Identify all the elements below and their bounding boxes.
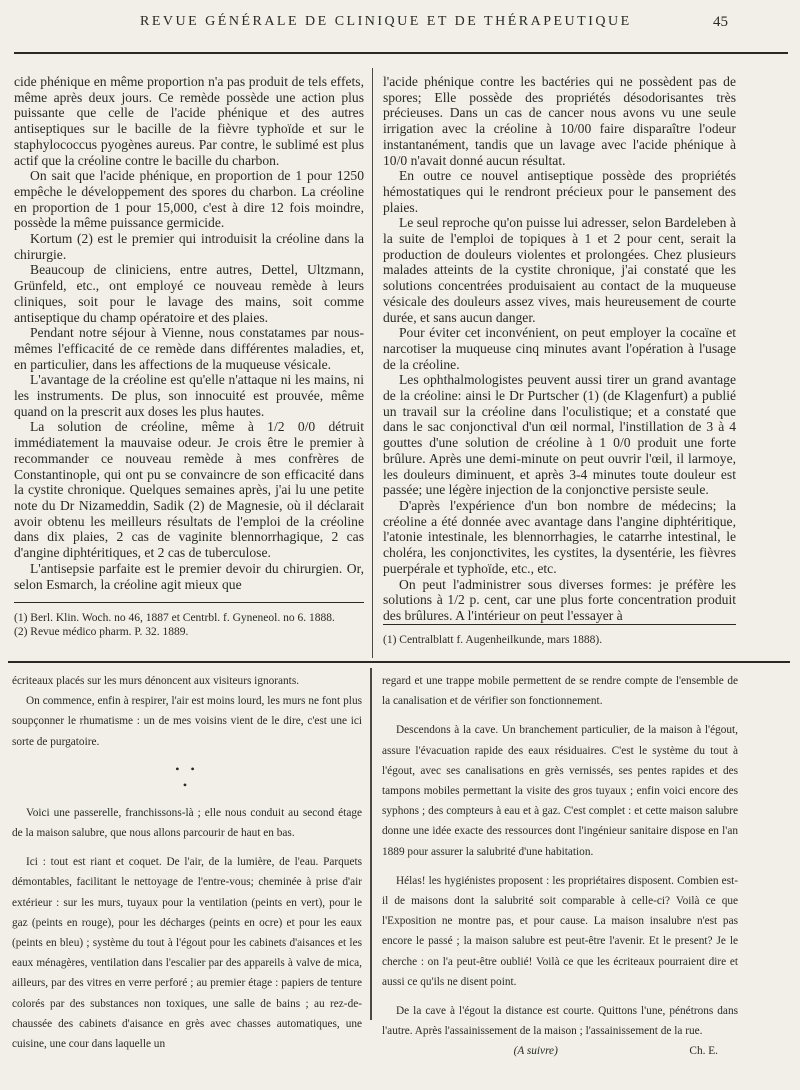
paragraph: On sait que l'acide phénique, en proportion de 1 pour 1250 empêche le développement des spores du charbon. La créoline en proportion de 1 pour 15,000, c'est à dire 12 fois moindre, possède la même puissance germicide. [14, 168, 364, 231]
paragraph: La solution de créoline, même à 1/2 0/0 détruit immédiatement la mauvaise odeur. Je crois être le premier à recommander ce nouveau remède à mes confrères de Constantinople, qui ont pu se convaincre de son efficacité dans la cystite chronique. Quelques semaines après, j'ai lu une petite note du Dr Nizameddin, Sadik (2) de Magnesie, où il déclarait avoir obtenu les meilleurs résultats de l'emploi de la créoline dans dix plaies, 2 cas de vaginite blennorrhagique, 2 cas d'angine diphtéritiques, et 2 cas de tuberculose. [14, 419, 364, 561]
paragraph: écriteaux placés sur les murs dénoncent aux visiteurs ignorants. [12, 675, 300, 687]
paragraph: Pendant notre séjour à Vienne, nous constatames par nous-mêmes l'efficacité de ce remède dans différentes maladies, et, en particulier, dans les affections de la muqueuse vésicale. [14, 325, 364, 372]
header-rule [14, 52, 788, 54]
paragraph: En outre ce nouvel antiseptique possède des propriétés hémostatiques qui le rendront précieux pour le pansement des plaies. [383, 168, 736, 215]
paragraph: Descendons à la cave. Un branchement particulier, de la maison à l'égout, assure l'évacuation rapide des eaux résiduaires. C'est le système du tout à l'égout, avec ses canalisations en grès vernissés, ses pentes rapides et des tampons mobiles permettant la visite des gros tuyaux ; enfin voici encore des syphons ; des compteurs à eau et à gaz. C'est complet : et cette maison salubre donne une idée exacte des ressources dont l'ingénieur sanitaire dispose en l'an 1889 pour assurer la salubrité d'une habitation. [382, 724, 738, 858]
author-signature: Ch. E. [689, 1045, 718, 1058]
footnote: (1) Berl. Klin. Woch. no 46, 1887 et Centrbl. f. Gyneneol. no 6. 1888. [14, 612, 335, 624]
paragraph: Kortum (2) est le premier qui introduisit la créoline dans la chirurgie. [14, 231, 364, 262]
paragraph: D'après l'expérience d'un bon nombre de médecins; la créoline a été donnée avec avantage dans l'angine diphtéritique, l'atonie intestinale, les blennorrhagies, le catarrhe intestinal, le choléra, les conjonctivites, les cystites, la dysentérie, les fièvres puerpérale et typhoïde, etc., etc. [383, 497, 736, 576]
footnote: (2) Revue médico pharm. P. 32. 1889. [14, 626, 189, 638]
upper-right-column [383, 74, 736, 624]
paragraph: l'acide phénique contre les bactéries qui ne possèdent pas de spores; Elle possède des propriétés désodorisantes très précieuses. Dans un cas de cancer nous avons vu une seule irrigation avec la créoline à 10/00 faire disparaître l'odeur instantanément, tandis que un lavage avec l'acide phénique à 10/0 n'avait donné aucun résultat. [383, 74, 736, 168]
closing-line [382, 1041, 738, 1061]
running-head: REVUE GÉNÉRALE DE CLINIQUE ET DE THÉRAPEUTIQUE [140, 14, 632, 29]
paragraph: Beaucoup de cliniciens, entre autres, Dettel, Ultzmann, Grünfeld, etc., ont employé ce nouveau remède à leurs cliniques, soit pour le lavage des mains, soit comme antiseptique du champ opératoire et des plaies. [14, 262, 364, 325]
paragraph: Le seul reproche qu'on puisse lui adresser, selon Bardeleben à la suite de l'emploi de topiques à 1 et 2 pour cent, serait la production de douleurs violentes et prolongées. Chez plusieurs malades atteints de la cystite chronique, j'ai constaté que les solutions concentrées produisaient au contact de la muqueuse vésicale des douleurs assez vives, mais heureusement de courte durée, et sans aucun danger. [383, 215, 736, 325]
paragraph: On commence, enfin à respirer, l'air est moins lourd, les murs ne font plus soupçonner le rhumatisme : un de mes voisins vient de le dire, c'est une ici sorte de purgatoire. [12, 695, 362, 748]
paragraph: Ici : tout est riant et coquet. De l'air, de la lumière, de l'eau. Parquets démontables, facilitant le nettoyage de l'entre-vous; cheminée à prise d'air extérieur : sur les murs, tuyaux pour la ventilation (peints en vert), pour le gaz (peints en rouge), pour les décharges (peints en ocre) et pour les eaux (peints en bleu) ; système du tout à l'égout pour les cabinets d'aisances et les eaux ménagères, ventilation dans l'escalier par des appareils à valve de mica, ailleurs, par des vitres en verre perforé ; au premier étage : papiers de tenture colorés par des substances non toxiques, une salle de bains ; au rez-de-chaussée des cabinets d'aisance en grès avec chasses automatiques, une cuisine, une cour dans laquelle un [12, 856, 362, 1051]
upper-left-column [14, 74, 364, 592]
section-rule [8, 661, 790, 663]
footnote-rule [14, 602, 364, 603]
footnotes-left [14, 611, 364, 639]
footnote: (1) Centralblatt f. Augenheilkunde, mars 1888). [383, 634, 603, 646]
paragraph: Hélas! les hygiénistes proposent : les propriétaires disposent. Combien est-il de maisons dont la salubrité soit comparable à celle-ci? Voilà ce que l'Exposition ne montre pas, et pour cause. La maison insalubre n'est pas encore le passé ; la maison salubre est peut-être l'avenir. Et le present? Je le cherche : on l'a peut-être oublié! Voilà ce que les écriteaux pourraient dire et aussi ce qu'ils ne disent point. [382, 874, 738, 988]
paragraph: L'avantage de la créoline est qu'elle n'attaque ni les mains, ni les instruments. De plus, son innocuité est prouvée, même quand on la prescrit aux doses les plus hautes. [14, 372, 364, 419]
paragraph: Voici une passerelle, franchissons-là ; elle nous conduit au second étage de la maison salubre, que nous allons parcourir de haut en bas. [12, 806, 362, 840]
paragraph: L'antisepsie parfaite est le premier devoir du chirurgien. Or, selon Esmarch, la créoline agit mieux que [14, 560, 364, 592]
paragraph: Les ophthalmologistes peuvent aussi tirer un grand avantage de la créoline: ainsi le Dr Purtscher (1) (de Klagenfurt) a publié un travail sur la créoline dans l'oculistique; et a constaté que dans le sac conjonctival d'un œil normal, l'instillation de 3 à 4 gouttes d'une solution de créoline à 1 0/0 produit une forte brûlure. Après une demi-minute on peut ouvrir l'œil, il larmoye, les douleurs diminuent, et après 3-4 minutes toute douleur est passée; une légère injection de la conjonctive persiste seule. [383, 372, 736, 498]
paragraph: cide phénique en même proportion n'a pas produit de tels effets, même après deux jours. Ce remède possède une action plus puissante que celle de l'acide phénique et des autres antiseptiques sur le bacille de la fièvre typhoïde et sur le staphylococcus pyogènes aureus. Par contre, le sublimé est plus actif que la créoline contre le bacille du charbon. [14, 74, 364, 168]
paragraph: regard et une trappe mobile permettent de se rendre compte de l'ensemble de la canalisation et de vérifier son fonctionnement. [382, 675, 738, 708]
column-divider-lower [370, 668, 372, 1020]
page-number: 45 [713, 14, 728, 30]
paragraph: On peut l'administrer sous diverses formes: je préfère les solutions à 1/2 p. cent, car une plus forte concentration produit des brûlures. A l'intérieur on peut l'essayer à [383, 576, 736, 623]
asterism: • • • [175, 761, 199, 792]
paragraph: Pour éviter cet inconvénient, on peut employer la cocaïne et narcotiser la muqueuse cinq minutes avant l'opération à l'usage de la créoline. [383, 325, 736, 372]
paragraph: De la cave à l'égout la distance est courte. Quittons l'une, pénétrons dans l'autre. Après l'assainissement de la maison ; l'assainissement de la rue. [382, 1005, 738, 1038]
lower-right-column [382, 671, 738, 1062]
footnotes-right [383, 633, 736, 647]
footnote-rule [383, 624, 736, 625]
column-divider-upper [372, 68, 373, 658]
continued-note: (A suivre) [513, 1045, 558, 1058]
lower-left-column [12, 671, 362, 1063]
